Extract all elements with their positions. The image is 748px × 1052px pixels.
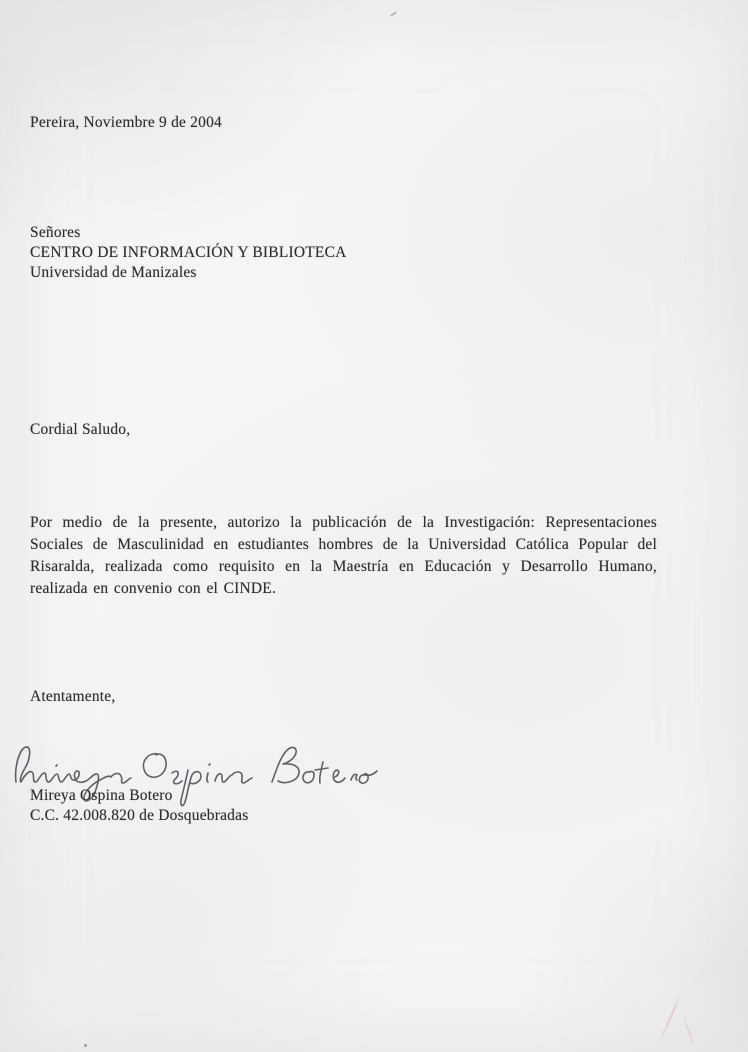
scan-artifact-speck-bottom xyxy=(84,1044,87,1047)
scan-artifact-speck-top xyxy=(390,11,397,16)
signature-stroke-botero xyxy=(303,762,377,783)
recipient-organization: CENTRO DE INFORMACIÓN Y BIBLIOTECA xyxy=(30,244,347,261)
scan-artifact-pink-scratch xyxy=(656,994,681,1048)
signature-id-line: C.C. 42.008.820 de Dosquebradas xyxy=(30,807,249,824)
signature-typed-name: Mireya Ospina Botero xyxy=(30,787,173,804)
closing-line: Atentamente, xyxy=(30,688,116,705)
scan-artifact-pink-scratch-2 xyxy=(682,1013,696,1052)
recipient-block xyxy=(30,223,347,283)
signature-stroke-ospina xyxy=(172,770,252,806)
recipient-institution: Universidad de Manizales xyxy=(30,264,197,281)
date-line: Pereira, Noviembre 9 de 2004 xyxy=(30,114,222,131)
signature-idot-1 xyxy=(56,765,57,766)
signature-stroke-ospina-o xyxy=(143,754,166,777)
signature-idot-2 xyxy=(209,764,210,765)
recipient-salutation: Señores xyxy=(30,224,81,241)
signature-stroke-botero-b xyxy=(272,747,299,782)
greeting-line: Cordial Saludo, xyxy=(30,421,131,438)
body-paragraph: Por medio de la presente, autorizo la publicación de la Investigación: Representaciones Sociales de Masculinidad en estudiantes hombres de la Universidad Católica Popular del Risaralda, realizada como requisito en la Maestría en Educación y Desarrollo Humano, realizada en convenio con el CINDE. xyxy=(30,514,657,597)
